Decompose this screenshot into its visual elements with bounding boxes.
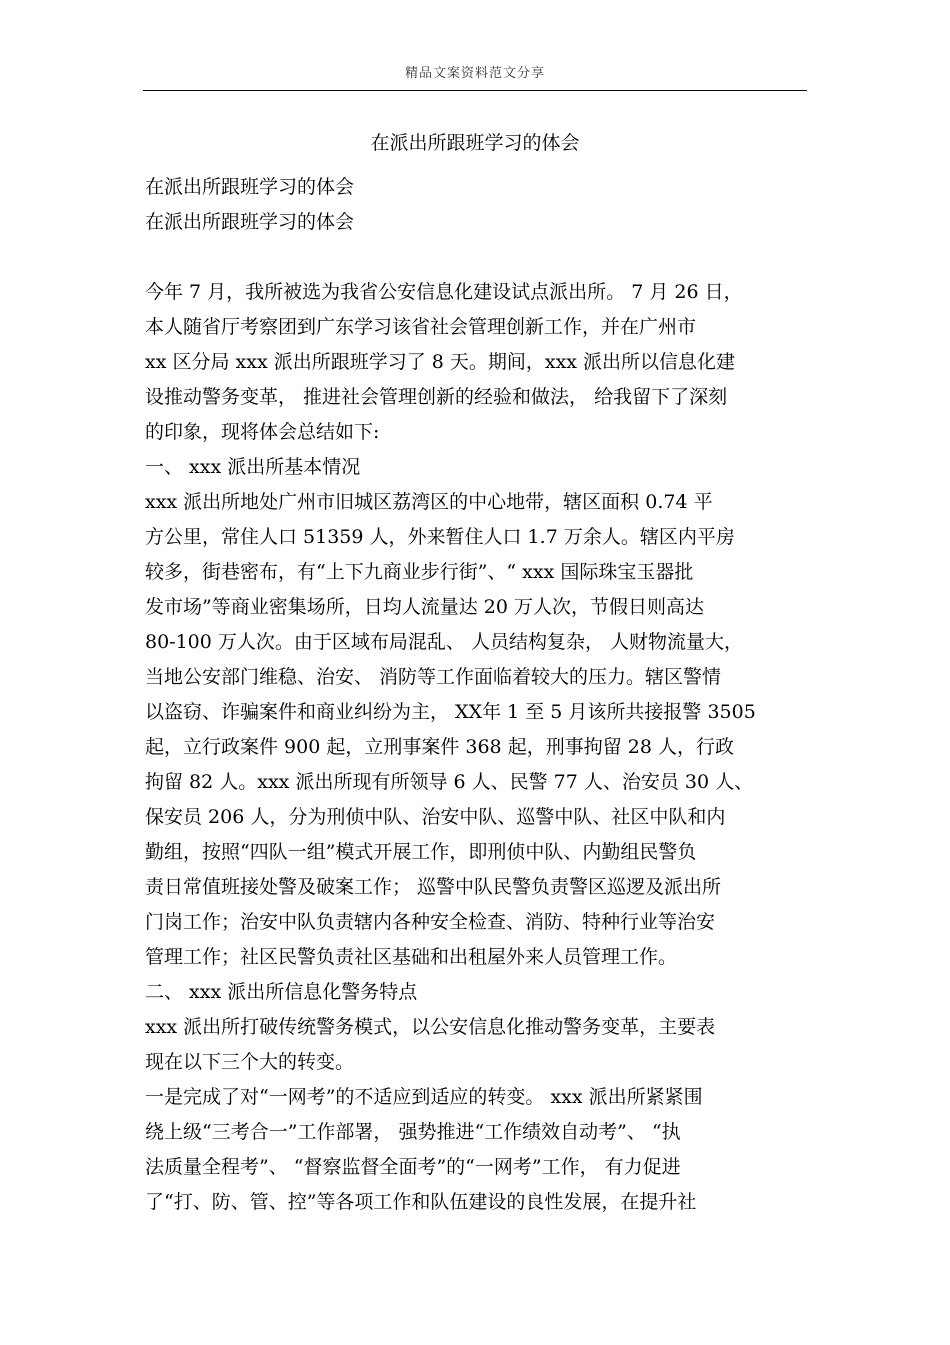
body-line: xxx 派出所地处广州市旧城区荔湾区的中心地带，辖区面积 0.74 平: [145, 491, 713, 513]
header-divider: [143, 90, 807, 91]
body-line: 发市场”等商业密集场所，日均人流量达 20 万人次，节假日则高达: [145, 596, 704, 618]
body-line: 管理工作；社区民警负责社区基础和出租屋外来人员管理工作。: [145, 946, 678, 968]
body-line: xxx 派出所打破传统警务模式，以公安信息化推动警务变革，主要表: [145, 1016, 716, 1038]
body-line: 起，立行政案件 900 起，立刑事案件 368 起，刑事拘留 28 人，行政: [145, 736, 734, 758]
body-line: 保安员 206 人，分为刑侦中队、治安中队、巡警中队、社区中队和内: [145, 806, 726, 828]
section-heading: 二、 xxx 派出所信息化警务特点: [145, 981, 418, 1003]
section-heading: 一、 xxx 派出所基本情况: [145, 456, 361, 478]
body-line: 的印象，现将体会总结如下:: [145, 421, 380, 443]
body-line: 责日常值班接处警及破案工作； 巡警中队民警负责警区巡逻及派出所: [145, 876, 722, 898]
body-line: 80-100 万人次。由于区域布局混乱、 人员结构复杂， 人财物流量大，: [145, 631, 743, 653]
body-line: 较多，街巷密布，有“上下九商业步行街”、“ xxx 国际珠宝玉器批: [145, 561, 694, 583]
subtitle-line: 在派出所跟班学习的体会: [145, 176, 355, 198]
body-line: 一是完成了对“一网考”的不适应到适应的转变。 xxx 派出所紧紧围: [145, 1086, 703, 1108]
body-line: 法质量全程考”、 “督察监督全面考”的“一网考”工作， 有力促进: [145, 1156, 681, 1178]
document-title: 在派出所跟班学习的体会: [370, 132, 580, 154]
body-line: 方公里，常住人口 51359 人，外来暂住人口 1.7 万余人。辖区内平房: [145, 526, 735, 548]
subtitle-line: 在派出所跟班学习的体会: [145, 211, 355, 233]
body-line: 门岗工作；治安中队负责辖内各种安全检查、消防、特种行业等治安: [145, 911, 716, 933]
body-line: 拘留 82 人。xxx 派出所现有所领导 6 人、民警 77 人、治安员 30 人、: [145, 771, 754, 793]
page-header: 精品文案资料范文分享: [404, 66, 545, 81]
body-line: 以盗窃、诈骗案件和商业纠纷为主， XX年 1 至 5 月该所共接报警 3505: [145, 701, 756, 723]
body-line: xx 区分局 xxx 派出所跟班学习了 8 天。期间，xxx 派出所以信息化建: [145, 351, 736, 373]
body-line: 绕上级“三考合一”工作部署， 强势推进“工作绩效自动考”、 “执: [145, 1121, 681, 1143]
body-line: 今年 7 月，我所被选为我省公安信息化建设试点派出所。 7 月 26 日，: [145, 281, 743, 303]
body-line: 当地公安部门维稳、治安、 消防等工作面临着较大的压力。辖区警情: [145, 666, 722, 688]
body-line: 勤组，按照“四队一组”模式开展工作，即刑侦中队、内勤组民警负: [145, 841, 697, 863]
subtitle-block: [145, 170, 825, 240]
body-line: 了“打、防、管、控”等各项工作和队伍建设的良性发展，在提升社: [145, 1191, 697, 1213]
body-line: 设推动警务变革， 推进社会管理创新的经验和做法， 给我留下了深刻: [145, 386, 728, 408]
body-line: 现在以下三个大的转变。: [145, 1051, 355, 1073]
body-line: 本人随省厅考察团到广东学习该省社会管理创新工作，并在广州市: [145, 316, 697, 338]
body-text: [145, 275, 825, 1220]
